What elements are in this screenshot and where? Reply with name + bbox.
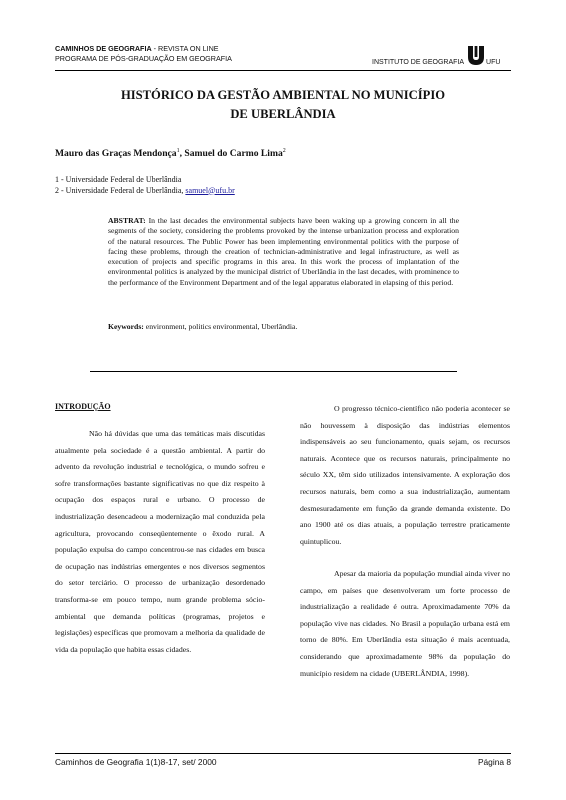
author-list: [55, 148, 286, 159]
footer-citation: Caminhos de Geografia 1(1)8-17, set/ 2000: [55, 757, 217, 767]
affiliation-2-text: 2 - Universidade Federal de Uberlândia,: [55, 185, 186, 195]
affiliation-1: 1 - Universidade Federal de Uberlândia: [55, 175, 182, 184]
keywords-label: Keywords:: [108, 322, 144, 331]
author-separator: ,: [179, 148, 185, 160]
page-number: Página 8: [477, 757, 511, 767]
journal-suffix: - REVISTA ON LINE: [151, 44, 219, 53]
right-column-continued: [300, 566, 510, 682]
author-2-marker: 2: [282, 148, 286, 154]
ufu-logo-icon: [466, 45, 486, 67]
author-1: Mauro das Graças Mendonça: [55, 148, 177, 160]
section-divider: [90, 371, 457, 372]
author-2: Samuel do Carmo Lima: [184, 148, 283, 160]
paragraph: O progresso técnico-científico não poderia acontecer se não houvessem à disposição das indústrias elementos indispensáveis ao seu funcionamento, quais sejam, os recursos naturais. Acontece que os recursos naturais, principalmente no século XX, têm sido utilizados intensivamente. A exploração dos recursos naturais, bem como a sua industrialização, aumentam desmesuradamente em função da grande demanda existente. Do ano 1900 até os dias atuais, a população terrestre praticamente quintuplicou.: [300, 404, 510, 546]
university-name: UFU: [486, 59, 501, 66]
author-1-marker: 1: [176, 148, 180, 154]
left-column: [55, 426, 265, 658]
header-rule: [55, 70, 511, 71]
affiliation-2: [55, 186, 235, 197]
paragraph: Não há dúvidas que uma das temáticas mais discutidas atualmente pela sociedade é a questão ambiental. A partir do advento da revolução industrial e tecnológica, o mundo sofreu e sofre transformações bastante significativas no que diz respeito à ocupação dos espaços rural e urbano. O processo de industrialização desencadeou a modernização mal conduzida pela agricultura, provocando conseqüentemente o êxodo rural. A população expulsa do campo concentrou-se nas cidades em busca de ocupação nas indústrias emergentes e nos diversos segmentos do setor terciário. O processo de urbanização desordenado transforma-se em pouco tempo, num grande problema sócio-ambiental que demanda políticas (programas, projetos e legislações) específicas que promovam a melhoria da qualidade de vida da população que habita essas cidades.: [55, 429, 265, 654]
abstract-label: ABSTRAT:: [108, 216, 146, 225]
paper-title: [60, 86, 506, 124]
abstract-text: In the last decades the environmental subjects have been waking up a growing concern in all the segments of the society, considering the problems provoked by the intense urbanization process and exploration of the natural resources. The Public Power has been implementing environmental politics with the purpose of facing these problems, through the creation of technician-administrative and legal infrastructure, as well as execution of projects and specific programs in this area. In this work the process of implantation of the environmental politics is analyzed by the municipal district of Uberlândia in the last decades, with prominence to the performance of the Environment Department and of the legal apparatus elaborated in elapsing of this period.: [108, 216, 459, 287]
affiliations: [55, 175, 235, 196]
keywords: [108, 322, 459, 331]
institute-name: INSTITUTO DE GEOGRAFIA: [372, 59, 465, 66]
journal-header: [55, 44, 232, 63]
paragraph: Apesar da maioria da população mundial ainda viver no campo, em países que desenvolveram um forte processo de industrialização a realidade é outra. Aproximadamente 70% da população vive nas cidades. No Brasil a população urbana está em torno de 80%. Em Uberlândia esta situação é mais acentuada, considerando que aproximadamente 98% da população do município residem na cidade (UBERLÂNDIA, 1998).: [300, 569, 510, 678]
title-line-1: HISTÓRICO DA GESTÃO AMBIENTAL NO MUNICÍPIO: [120, 88, 446, 102]
journal-name: CAMINHOS DE GEOGRAFIA: [55, 44, 152, 53]
abstract: [108, 216, 459, 288]
keywords-text: environment, politics environmental, Uberlândia.: [143, 322, 298, 331]
program-name: PROGRAMA DE PÓS-GRADUAÇÃO EM GEOGRAFIA: [55, 53, 232, 63]
right-column: [300, 401, 510, 550]
footer-rule: [55, 753, 511, 754]
section-heading: INTRODUÇÃO: [55, 402, 111, 411]
title-line-2: DE UBERLÂNDIA: [230, 107, 336, 121]
author-email-link[interactable]: samuel@ufu.br: [185, 185, 235, 195]
